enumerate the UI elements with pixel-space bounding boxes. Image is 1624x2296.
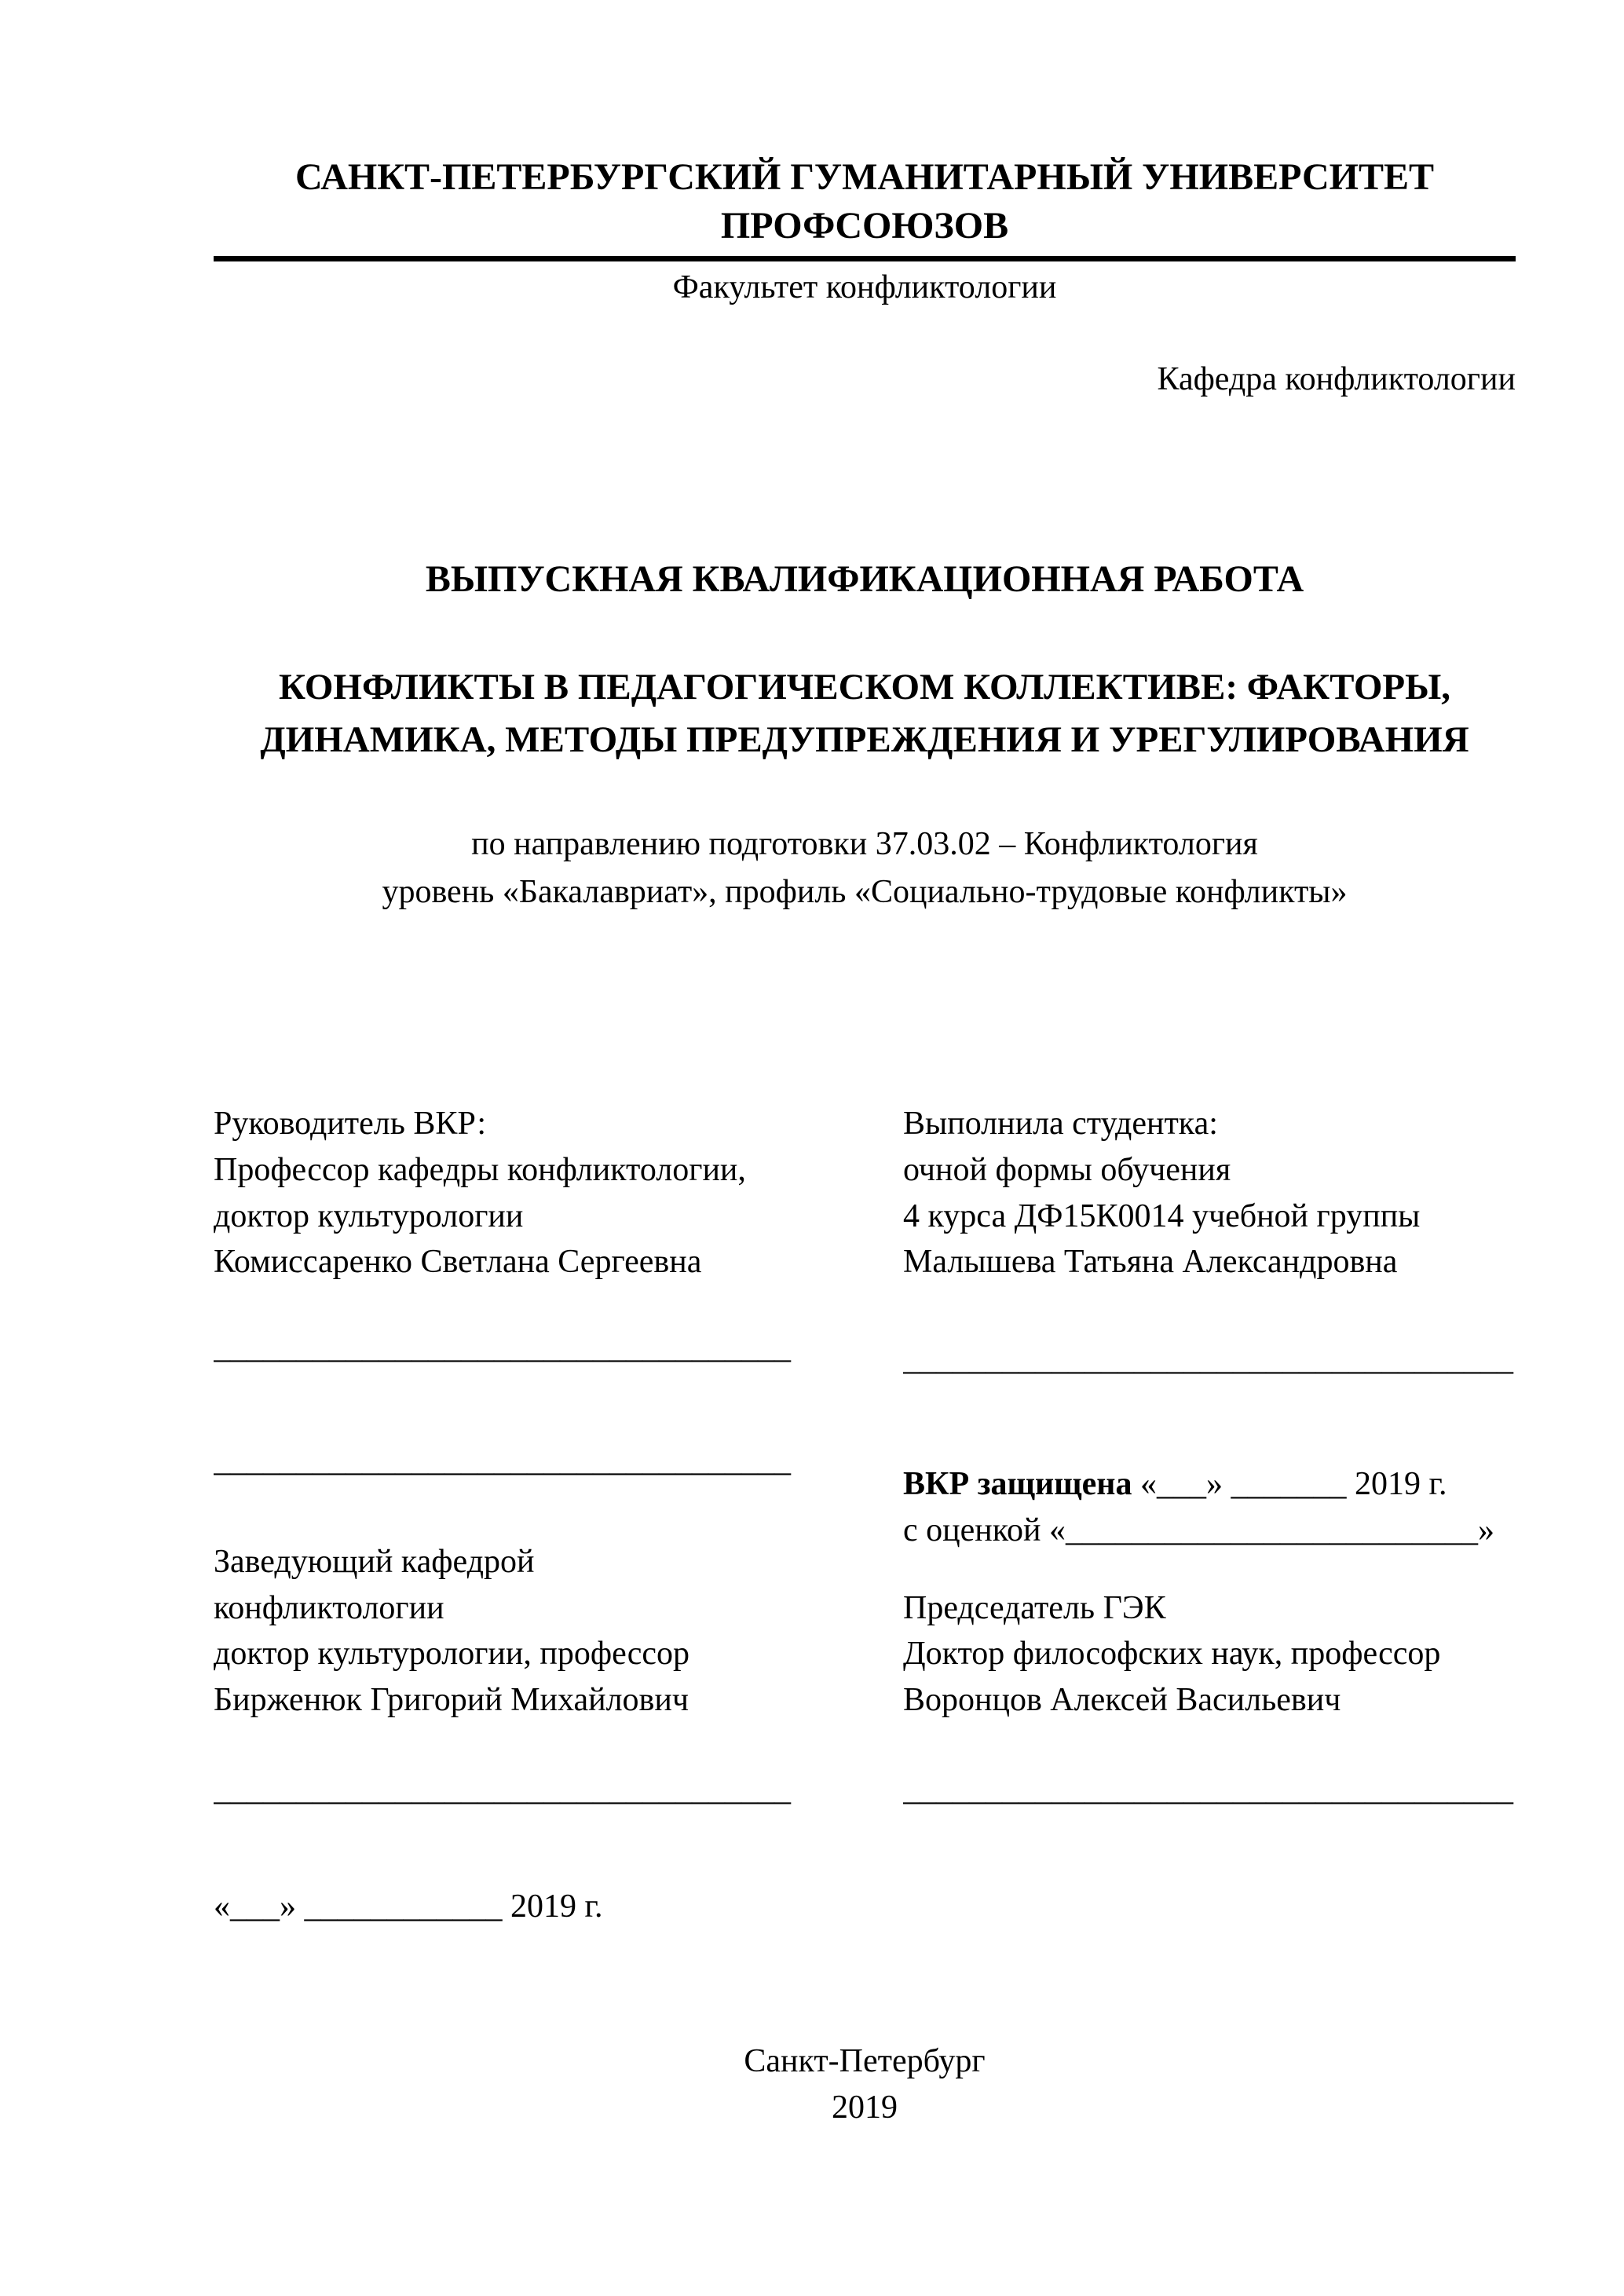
head-position: доктор культурологии, профессор [214, 1636, 690, 1673]
city: Санкт-Петербург [744, 2043, 986, 2079]
chairman-label: Председатель ГЭК [903, 1589, 1166, 1626]
signatures-section [214, 1101, 1516, 1930]
page-footer [214, 2038, 1516, 2131]
program-level-profile: уровень «Бакалавриат», профиль «Социально-трудовые конфликты» [382, 874, 1348, 911]
supervisor-signature-line: ___________________________________ [214, 1329, 791, 1366]
head-signature-line-upper: ___________________________________ [214, 1442, 791, 1479]
student-signature-line: _____________________________________ [903, 1341, 1513, 1378]
department-name: Кафедра конфликтологии [1157, 360, 1516, 397]
chairman-position: Доктор философских наук, профессор [903, 1636, 1441, 1673]
student-name: Малышева Татьяна Александровна [903, 1244, 1398, 1281]
head-date-line: «___» ____________ 2019 г. [214, 1888, 603, 1925]
student-group: 4 курса ДФ15К0014 учебной группы [903, 1197, 1421, 1234]
defended-prefix: ВКР защищена [903, 1466, 1132, 1502]
defended-line [903, 1461, 1516, 1508]
supervisor-column [214, 1101, 795, 1930]
grade-line: с оценкой «_________________________» [903, 1512, 1494, 1548]
head-label-line1: Заведующий кафедрой [214, 1543, 535, 1580]
student-form: очной формы обучения [903, 1151, 1231, 1188]
program-info [214, 821, 1516, 916]
supervisor-label: Руководитель ВКР: [214, 1106, 487, 1143]
work-type-heading: ВЫПУСКНАЯ КВАЛИФИКАЦИОННАЯ РАБОТА [425, 558, 1304, 601]
head-signature-line-lower: ___________________________________ [214, 1771, 791, 1808]
header-divider-rule [214, 256, 1516, 261]
head-name: Бирженюк Григорий Михайлович [214, 1682, 689, 1719]
university-name-line1: САНКТ-ПЕТЕРБУРГСКИЙ ГУМАНИТАРНЫЙ УНИВЕРСИТЕТ [294, 156, 1435, 198]
thesis-title-line1: КОНФЛИКТЫ В ПЕДАГОГИЧЕСКОМ КОЛЛЕКТИВЕ: ФАКТОРЫ, [278, 666, 1451, 707]
student-column [903, 1101, 1516, 1930]
student-label: Выполнила студентка: [903, 1106, 1218, 1143]
year: 2019 [832, 2089, 898, 2126]
chairman-signature-line: _____________________________________ [903, 1771, 1513, 1808]
defended-date-blanks: «___» _______ 2019 г. [1132, 1466, 1447, 1502]
supervisor-position-line1: Профессор кафедры конфликтологии, [214, 1151, 746, 1188]
faculty-name: Факультет конфликтологии [672, 269, 1057, 305]
chairman-name: Воронцов Алексей Васильевич [903, 1682, 1341, 1719]
head-label-line2: конфликтологии [214, 1589, 444, 1626]
supervisor-name: Комиссаренко Светлана Сергеевна [214, 1244, 702, 1281]
supervisor-position-line2: доктор культурологии [214, 1197, 524, 1234]
thesis-title [214, 661, 1516, 766]
thesis-title-line2: ДИНАМИКА, МЕТОДЫ ПРЕДУПРЕЖДЕНИЯ И УРЕГУЛИРОВАНИЯ [260, 718, 1469, 760]
university-name-line2: ПРОФСОЮЗОВ [720, 205, 1009, 247]
page-header [214, 153, 1516, 402]
program-direction: по направлению подготовки 37.03.02 – Конфликтология [471, 826, 1258, 863]
